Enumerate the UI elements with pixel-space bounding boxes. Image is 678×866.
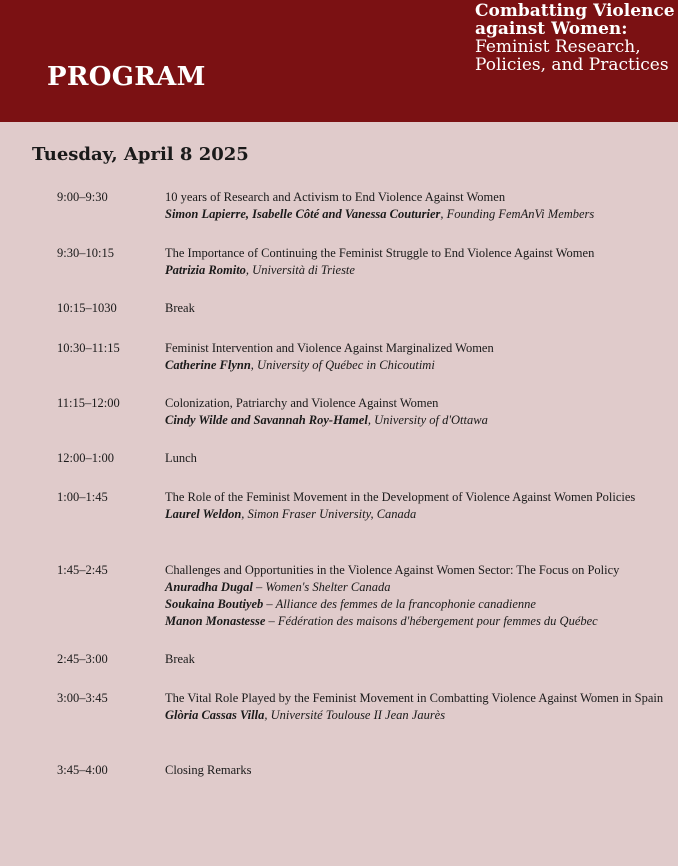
session-time: 1:00–1:45: [57, 490, 108, 504]
speaker-line: [165, 357, 665, 374]
speaker-name: Laurel Weldon: [165, 507, 242, 521]
session-time: 9:00–9:30: [57, 190, 108, 204]
session-title: Closing Remarks: [165, 763, 252, 777]
session-details: [165, 300, 665, 317]
speaker-affiliation: – Fédération des maisons d'hébergement pour femmes du Québec: [265, 614, 598, 628]
session-time: 11:15–12:00: [57, 396, 120, 410]
session-details: [165, 762, 665, 779]
session-title: The Importance of Continuing the Feminist Struggle to End Violence Against Women: [165, 246, 595, 260]
session-details: [165, 245, 665, 279]
session-details: [165, 651, 665, 668]
session-time: 2:45–3:00: [57, 652, 108, 666]
session-time: 10:30–11:15: [57, 341, 120, 355]
session-details: [165, 450, 665, 467]
session-title: Colonization, Patriarchy and Violence Against Women: [165, 396, 439, 410]
session-time: 3:00–3:45: [57, 691, 108, 705]
speaker-affiliation: , Università di Trieste: [245, 263, 355, 277]
session-details: [165, 562, 665, 630]
speaker-line: [165, 613, 665, 630]
session-details: [165, 489, 665, 523]
speaker-affiliation: – Women's Shelter Canada: [252, 580, 391, 594]
session-details: [165, 690, 665, 724]
speaker-affiliation: , University of d'Ottawa: [367, 413, 488, 427]
session-title: Lunch: [165, 451, 197, 465]
speaker-line: [165, 412, 665, 429]
speaker-name: Patrizia Romito: [165, 263, 246, 277]
speaker-name: Cindy Wilde and Savannah Roy-Hamel: [165, 413, 368, 427]
speaker-line: [165, 579, 665, 596]
speaker-line: [165, 262, 665, 279]
day-heading: Tuesday, April 8 2025: [32, 144, 249, 165]
speaker-line: [165, 596, 665, 613]
session-details: [165, 189, 665, 223]
session-title: Challenges and Opportunities in the Violence Against Women Sector: The Focus on Policy: [165, 563, 620, 577]
event-title-bold: Combatting Violence against Women:: [475, 1, 675, 39]
header-banner: [0, 0, 678, 122]
session-title: The Role of the Feminist Movement in the Development of Violence Against Women Policies: [165, 490, 636, 504]
speaker-name: Simon Lapierre, Isabelle Côté and Vanessa Couturier: [165, 207, 441, 221]
session-title: The Vital Role Played by the Feminist Movement in Combatting Violence Against Women in Spain: [165, 691, 664, 705]
session-title: Break: [165, 652, 195, 666]
session-title: Feminist Intervention and Violence Against Marginalized Women: [165, 341, 494, 355]
session-time: 12:00–1:00: [57, 451, 114, 465]
speaker-name: Catherine Flynn: [165, 358, 251, 372]
speaker-affiliation: , University of Québec in Chicoutimi: [250, 358, 435, 372]
speaker-affiliation: – Alliance des femmes de la francophonie canadienne: [263, 597, 536, 611]
speaker-name: Soukaina Boutiyeb: [165, 597, 264, 611]
session-time: 9:30–10:15: [57, 246, 114, 260]
speaker-line: [165, 506, 665, 523]
session-details: [165, 395, 665, 429]
event-title-rest: Feminist Research, Policies, and Practices: [475, 37, 669, 75]
session-title: 10 years of Research and Activism to End Violence Against Women: [165, 190, 506, 204]
speaker-line: [165, 206, 665, 223]
session-details: [165, 340, 665, 374]
speaker-affiliation: , Université Toulouse II Jean Jaurès: [264, 708, 446, 722]
speaker-name: Anuradha Dugal: [165, 580, 253, 594]
page-title: PROGRAM: [47, 62, 206, 92]
session-time: 3:45–4:00: [57, 763, 108, 777]
session-title: Break: [165, 301, 195, 315]
speaker-affiliation: , Simon Fraser University, Canada: [241, 507, 417, 521]
speaker-affiliation: , Founding FemAnVi Members: [440, 207, 595, 221]
speaker-line: [165, 707, 665, 724]
session-time: 1:45–2:45: [57, 563, 108, 577]
event-title: [475, 2, 675, 74]
speaker-name: Glòria Cassas Villa: [165, 708, 265, 722]
speaker-name: Manon Monastesse: [165, 614, 266, 628]
session-time: 10:15–1030: [57, 301, 117, 315]
